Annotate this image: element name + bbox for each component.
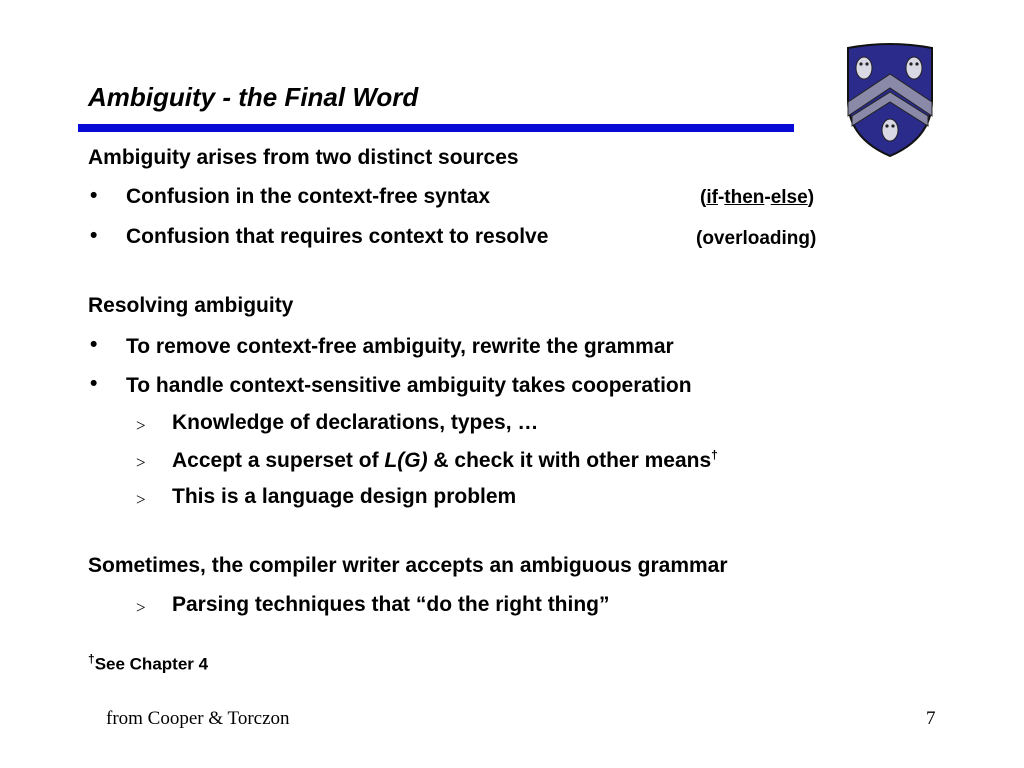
language-lg: L(G)	[384, 449, 428, 472]
page-number: 7	[926, 708, 936, 729]
section-heading: Resolving ambiguity	[88, 294, 294, 317]
sub-bullet-text: Knowledge of declarations, types, …	[172, 411, 539, 434]
bullet-glyph: •	[90, 372, 98, 395]
dagger-mark: †	[711, 448, 718, 462]
sub-bullet-text: Accept a superset of L(G) & check it with other means†	[172, 448, 718, 472]
slide-title: Ambiguity - the Final Word	[88, 82, 419, 112]
sub-bullet-text: This is a language design problem	[172, 485, 517, 508]
section-heading: Sometimes, the compiler writer accepts an ambiguous grammar	[88, 554, 728, 577]
sub-bullet-glyph: >	[136, 598, 146, 617]
bullet-glyph: •	[90, 333, 98, 356]
rice-university-crest-icon	[842, 40, 938, 158]
title-underline-rule	[78, 124, 794, 132]
footnote: †See Chapter 4	[88, 652, 209, 674]
if-then-else-note: (if-then-else)	[700, 187, 815, 208]
footnote-dagger: †	[88, 652, 95, 666]
section-heading: Ambiguity arises from two distinct sources	[88, 146, 519, 169]
sub-bullet-text: Parsing techniques that “do the right thing”	[172, 593, 610, 616]
sub-bullet-glyph: >	[136, 453, 146, 472]
footer-attribution: from Cooper & Torczon	[106, 708, 290, 729]
bullet-glyph: •	[90, 184, 98, 207]
overloading-note: (overloading)	[696, 228, 817, 249]
sub-bullet-glyph: >	[136, 416, 146, 435]
bullet-glyph: •	[90, 224, 98, 247]
bullet-text: To handle context-sensitive ambiguity takes cooperation	[126, 374, 692, 397]
sub-bullet-glyph: >	[136, 490, 146, 509]
bullet-text: Confusion that requires context to resolve	[126, 225, 549, 248]
bullet-text: Confusion in the context-free syntax	[126, 185, 491, 208]
bullet-text: To remove context-free ambiguity, rewrite the grammar	[126, 335, 674, 358]
